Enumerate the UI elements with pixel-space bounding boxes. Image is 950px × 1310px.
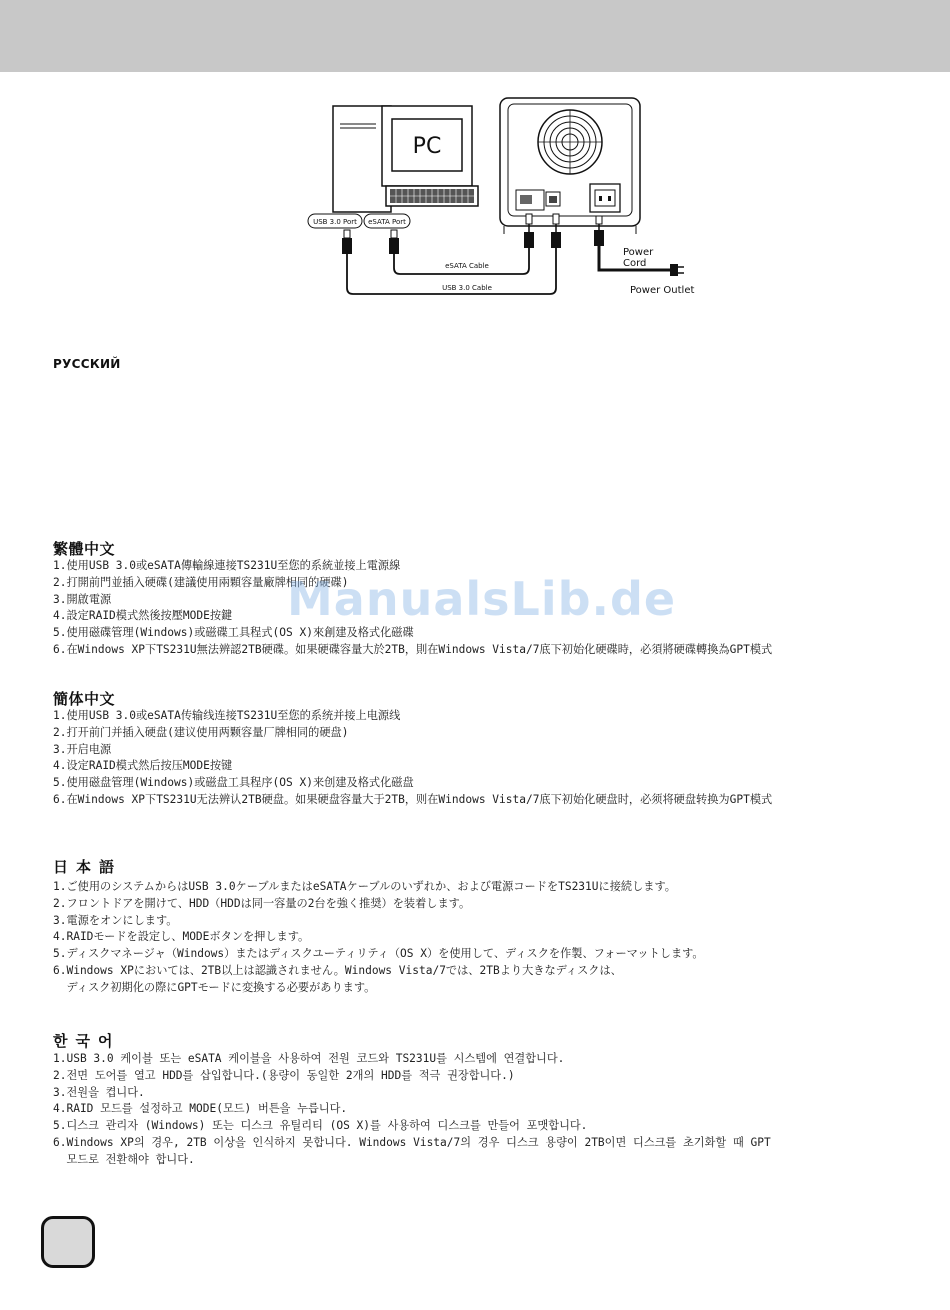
power-cord-label-line2: Cord xyxy=(623,258,647,269)
list-item: 3.开启电源 xyxy=(53,742,112,756)
esata-connector-device xyxy=(524,214,534,248)
page-number-box xyxy=(41,1216,95,1268)
section-title-traditional-chinese: 繁體中文 xyxy=(53,540,116,558)
power-connector xyxy=(594,216,604,246)
list-item: 2.打開前門並插入硬碟(建議使用兩顆容量廠牌相同的硬碟) xyxy=(53,575,349,589)
list-item: 5.ディスクマネージャ（Windows）またはディスクユーティリティ（OS X）を使用して、ディスクを作製、フォーマットします。 xyxy=(53,947,704,961)
list-item: 1.USB 3.0 케이블 또는 eSATA 케이블을 사용하여 전원 코드와 TS231U를 시스템에 연결합니다. xyxy=(53,1052,565,1065)
pc-label: PC xyxy=(412,134,442,159)
list-item: 3.開啟電源 xyxy=(53,592,112,606)
steps-traditional-chinese xyxy=(53,558,772,659)
list-item: 1.ご使用のシステムからはUSB 3.0ケーブルまたはeSATAケーブルのいずれか、および電源コードをTS231Uに接続します。 xyxy=(53,880,676,893)
usb-connector-device xyxy=(551,214,561,248)
enclosure-rear xyxy=(500,98,640,234)
esata-cable xyxy=(394,248,529,274)
list-item: 4.設定RAID模式然後按壓MODE按鍵 xyxy=(53,609,233,623)
list-item: 2.打开前门并插入硬盘(建议使用两颗容量厂牌相同的硬盘) xyxy=(53,725,349,739)
steps-korean xyxy=(53,1051,771,1169)
list-item: 5.디스크 관리자 (Windows) 또는 디스크 유틸리티 (OS X)를 사용하여 디스크를 만들어 포맷합니다. xyxy=(53,1119,588,1133)
list-item: 4.设定RAID模式然后按压MODE按键 xyxy=(53,759,233,773)
list-item: 4.RAIDモードを設定し、MODEボタンを押します。 xyxy=(53,930,310,944)
section-title-russian: РУССКИЙ xyxy=(53,357,121,371)
list-item: 2.フロントドアを開けて、HDD（HDDは同一容量の2台を強く推奨）を装着します。 xyxy=(53,896,471,910)
list-item: 2.전면 도어를 열고 HDD를 삽입합니다.(용량이 동일한 2개의 HDD를 적극 권장합니다.) xyxy=(53,1068,515,1082)
connection-diagram xyxy=(300,92,720,304)
power-plug xyxy=(670,264,684,276)
usb-cable-label: USB 3.0 Cable xyxy=(442,284,492,292)
section-title-japanese: 日本語 xyxy=(53,858,123,876)
list-item: 4.RAID 모드를 설정하고 MODE(모드) 버튼을 누릅니다. xyxy=(53,1102,348,1116)
header-band xyxy=(0,0,950,72)
list-item: 6.Windows XPにおいては、2TB以上は認識されません。Windows Vista/7では、2TBより大きなディスクは、 xyxy=(53,963,622,977)
keyboard xyxy=(386,186,478,206)
watermark: ManualsLib.de xyxy=(287,572,677,626)
list-item: ディスク初期化の際にGPTモードに変換する必要があります。 xyxy=(53,980,376,994)
list-item: 1.使用USB 3.0或eSATA傳輸線連接TS231U至您的系統並接上電源線 xyxy=(53,559,401,572)
esata-port-label: eSATA Port xyxy=(368,218,406,226)
list-item: 6.在Windows XP下TS231U無法辨認2TB硬碟。如果硬碟容量大於2TB，則在Windows Vista/7底下初始化硬碟時，必須將硬碟轉換為GPT模式 xyxy=(53,642,773,656)
usb-port-label: USB 3.0 Port xyxy=(313,218,357,226)
usb-connector-pc xyxy=(342,230,352,254)
list-item: 모드로 전환해야 합니다. xyxy=(53,1152,195,1166)
section-title-korean: 한국어 xyxy=(53,1032,121,1050)
power-cord-label-line1: Power xyxy=(623,247,654,258)
power-outlet-label: Power Outlet xyxy=(630,285,695,296)
list-item: 1.使用USB 3.0或eSATA传输线连接TS231U至您的系统并接上电源线 xyxy=(53,709,401,722)
list-item: 5.使用磁盘管理(Windows)或磁盘工具程序(OS X)来创建及格式化磁盘 xyxy=(53,776,414,790)
list-item: 3.電源をオンにします。 xyxy=(53,913,178,927)
section-title-simplified-chinese: 簡体中文 xyxy=(53,690,116,708)
steps-japanese xyxy=(53,879,704,997)
list-item: 5.使用磁碟管理(Windows)或磁碟工具程式(OS X)來創建及格式化磁碟 xyxy=(53,626,414,640)
esata-cable-label: eSATA Cable xyxy=(445,262,489,270)
list-item: 3.전원을 켭니다. xyxy=(53,1085,145,1099)
esata-connector-pc xyxy=(389,230,399,254)
list-item: 6.Windows XP의 경우, 2TB 이상을 인식하지 못합니다. Windows Vista/7의 경우 디스크 용량이 2TB이면 디스크를 초기화할 때 GPT xyxy=(53,1135,771,1149)
list-item: 6.在Windows XP下TS231U无法辨认2TB硬盘。如果硬盘容量大于2TB，则在Windows Vista/7底下初始化硬盘时，必须将硬盘转换为GPT模式 xyxy=(53,792,773,806)
steps-simplified-chinese xyxy=(53,708,772,809)
